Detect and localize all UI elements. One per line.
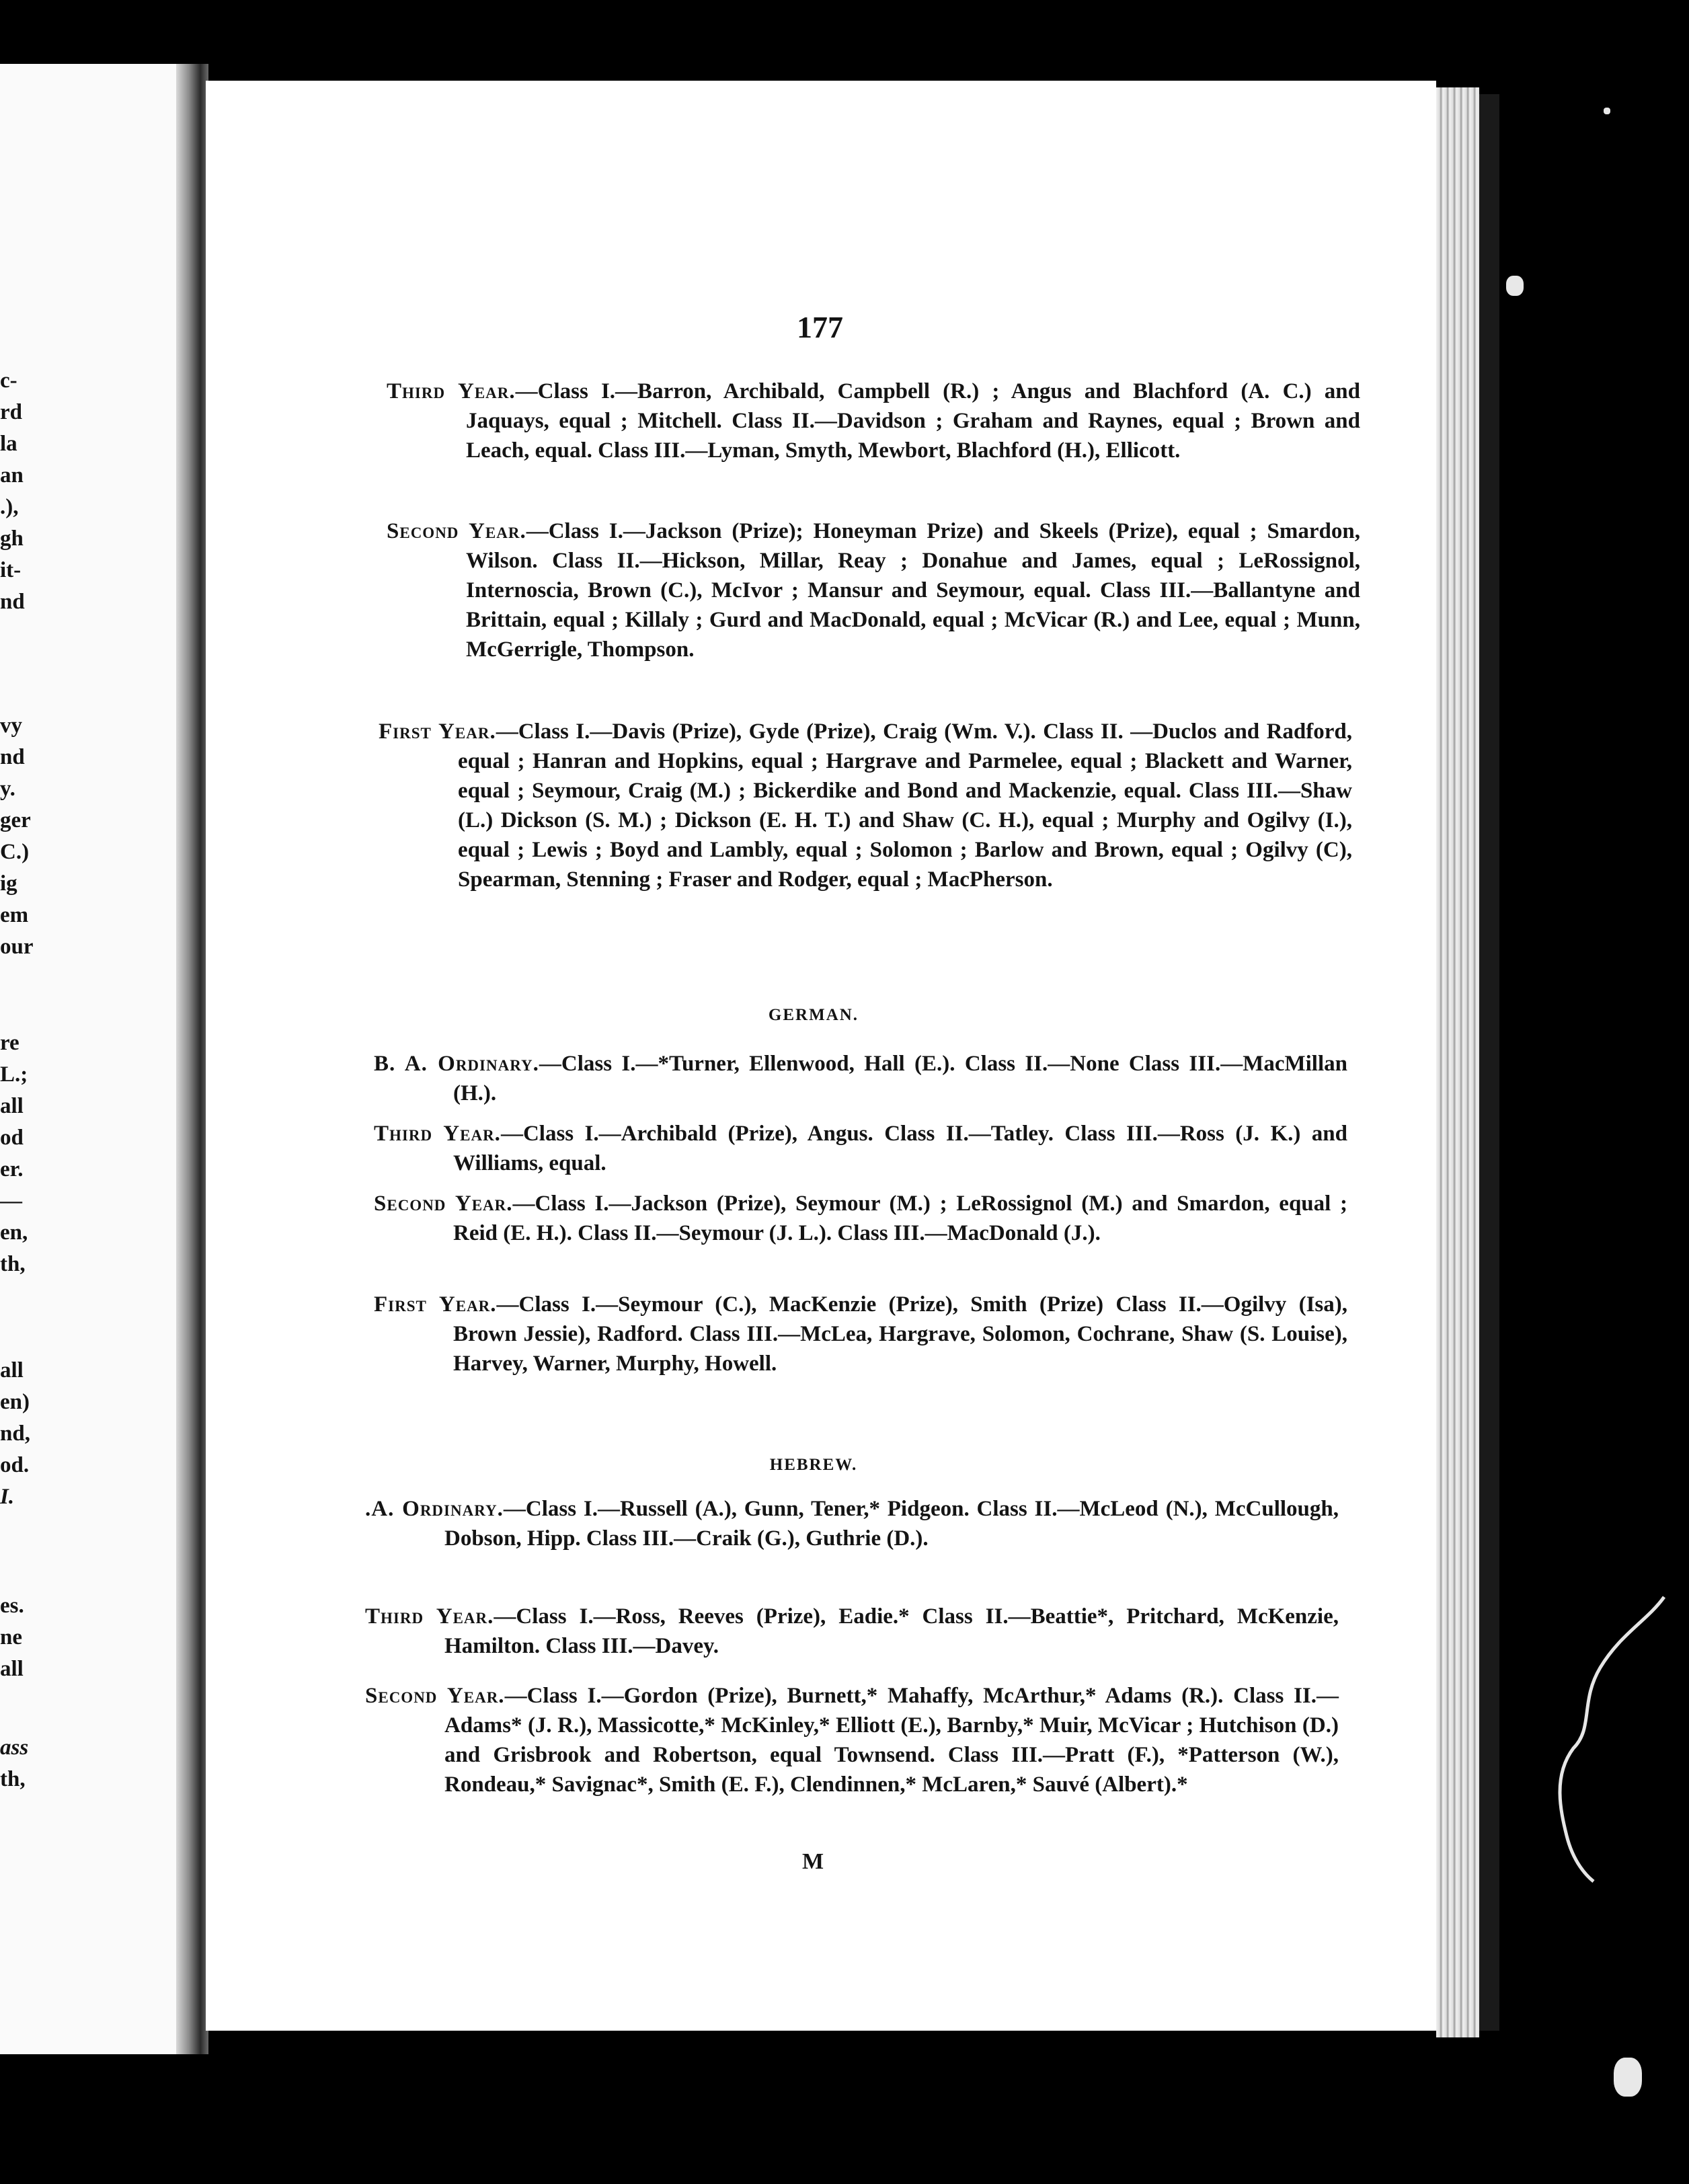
- left-fragment: ig: [0, 871, 17, 896]
- entry-heading: Third Year.: [365, 1604, 494, 1629]
- entry-ba-ordinary: [365, 1494, 1339, 1553]
- left-fragment: rd: [0, 400, 22, 424]
- entry-first-year: [379, 717, 1352, 894]
- scan-artifact-curve: [1546, 1594, 1667, 1883]
- left-fragment: od.: [0, 1453, 30, 1477]
- entry-third-year: [387, 377, 1360, 465]
- left-fragment: C.): [0, 840, 30, 864]
- left-fragment: all: [0, 1358, 24, 1382]
- page-edge-shadow: [1479, 94, 1499, 2031]
- entry-body: —Class I.—Archibald (Prize), Angus. Class II.—Tatley. Class III.—Ross (J. K.) and Williams, equal.: [453, 1122, 1347, 1175]
- entry-third-year: [365, 1602, 1339, 1661]
- scan-speck: [1604, 108, 1610, 114]
- entry-heading: B. A. Ordinary.: [374, 1052, 539, 1076]
- entry-body: —Class I.—Ross, Reeves (Prize), Eadie.* Class II.—Beattie*, Pritchard, McKenzie, Hamilton. Class III.—Davey.: [444, 1604, 1339, 1658]
- left-fragment: th,: [0, 1767, 26, 1791]
- left-fragment: L.;: [0, 1062, 28, 1087]
- left-fragment: ne: [0, 1625, 22, 1649]
- book-gutter: [176, 64, 208, 2054]
- entry-body: —Class I.—Jackson (Prize), Seymour (M.) ; LeRossignol (M.) and Smardon, equal ; Reid (E. H.). Class II.—Seymour (J. L.). Class III.—MacDonald (J.).: [453, 1192, 1347, 1245]
- entry-second-year: [374, 1189, 1347, 1248]
- left-fragment: er.: [0, 1157, 24, 1181]
- entry-heading: Third Year.: [374, 1122, 501, 1146]
- entry-heading: First Year.: [379, 719, 496, 744]
- left-fragment: en): [0, 1390, 30, 1414]
- entry-body: —Class I.—Davis (Prize), Gyde (Prize), Craig (Wm. V.). Class II. —Duclos and Radford, equal ; Hanran and Hopkins, equal ; Hargrave and Parmelee, equal ; Blackett and Warner, equal ; Seymour, Craig (M.) ; Bickerdike and Bond and Mackenzie, equal. Class III.—Shaw (L.) Dickson (S. M.) ; Dickson (E. H. T.) and Shaw (C. H.), equal ; Murphy and Ogilvy (I.), equal ; Lewis ; Boyd and Lambly, equal ; Solomon ; Barlow and Brown, equal ; Ogilvy (C), Spearman, Stenning ; Fraser and Rodger, equal ; MacPherson.: [458, 719, 1352, 892]
- entry-heading: First Year.: [374, 1292, 497, 1317]
- left-fragment: nd: [0, 590, 25, 614]
- left-fragment: all: [0, 1094, 24, 1118]
- entry-second-year: [365, 1681, 1339, 1799]
- left-fragment: nd: [0, 745, 25, 769]
- left-fragment: vy: [0, 713, 22, 738]
- section-title-german: GERMAN.: [768, 1006, 859, 1024]
- left-fragment: all: [0, 1657, 24, 1681]
- previous-page-fragment: [0, 64, 176, 2054]
- entry-heading: Second Year.: [365, 1684, 505, 1708]
- left-fragment: es.: [0, 1594, 24, 1618]
- entry-body: —Class I.—Gordon (Prize), Burnett,* Mahaffy, McArthur,* Adams (R.). Class II.—Adams* (J. R.), Massicotte,* McKinley,* Elliott (E.), Barnby,* Muir, McVicar ; Hutchison (D.) and Grisbrook and Robertson, equal Townsend. Class III.—Pratt (F.), *Patterson (W.), Rondeau,* Savignac*, Smith (E. F.), Clendinnen,* McLaren,* Sauvé (Albert).*: [444, 1684, 1339, 1797]
- entry-first-year: [374, 1290, 1347, 1378]
- left-fragment: re: [0, 1031, 19, 1055]
- left-fragment: —: [0, 1189, 22, 1213]
- left-fragment: ass: [0, 1736, 29, 1760]
- left-fragment: an: [0, 463, 24, 488]
- left-fragment: it-: [0, 558, 22, 582]
- left-fragment: our: [0, 935, 34, 959]
- entry-heading: .A. Ordinary.: [365, 1497, 504, 1521]
- left-fragment: en,: [0, 1220, 28, 1245]
- left-fragment: I.: [0, 1485, 15, 1509]
- entry-third-year: [374, 1119, 1347, 1178]
- scan-speck: [1506, 276, 1524, 296]
- entry-ba-ordinary: [374, 1049, 1347, 1108]
- entry-body: —Class I.—Barron, Archibald, Campbell (R.) ; Angus and Blachford (A. C.) and Jaquays, equal ; Mitchell. Class II.—Davidson ; Graham and Raynes, equal ; Brown and Leach, equal. Class III.—Lyman, Smyth, Mewbort, Blachford (H.), Ellicott.: [466, 379, 1360, 463]
- left-fragment: c-: [0, 368, 17, 393]
- left-fragment: la: [0, 432, 17, 456]
- section-title-hebrew: HEBREW.: [769, 1456, 858, 1474]
- entry-body: —Class I.—Seymour (C.), MacKenzie (Prize), Smith (Prize) Class II.—Ogilvy (Isa), Brown Jessie), Radford. Class III.—McLea, Hargrave, Solomon, Cochrane, Shaw (S. Louise), Harvey, Warner, Murphy, Howell.: [453, 1292, 1347, 1376]
- page-edges: [1436, 87, 1479, 2037]
- entry-body: —Class I.—Jackson (Prize); Honeyman Prize) and Skeels (Prize), equal ; Smardon, Wilson. Class II.—Hickson, Millar, Reay ; Donahue and James, equal ; LeRossignol, Internoscia, Brown (C.), McIvor ; Mansur and Seymour, equal. Class III.—Ballantyne and Brittain, equal ; Killaly ; Gurd and MacDonald, equal ; McVicar (R.) and Lee, equal ; Munn, McGerrigle, Thompson.: [466, 519, 1360, 662]
- entry-heading: Second Year.: [387, 519, 526, 543]
- left-fragment: y.: [0, 777, 15, 801]
- signature-mark: M: [802, 1849, 824, 1874]
- left-fragment: nd,: [0, 1421, 30, 1446]
- entry-heading: Second Year.: [374, 1192, 513, 1216]
- page-number: 177: [797, 310, 843, 344]
- left-fragment: th,: [0, 1252, 26, 1276]
- left-fragment: gh: [0, 526, 24, 551]
- left-fragment: em: [0, 903, 29, 927]
- scan-speck: [1614, 2058, 1642, 2097]
- left-fragment: od: [0, 1126, 24, 1150]
- left-fragment: .),: [0, 495, 19, 519]
- entry-body: —Class I.—Russell (A.), Gunn, Tener,* Pidgeon. Class II.—McLeod (N.), McCullough, Dobson, Hipp. Class III.—Craik (G.), Guthrie (D.).: [444, 1497, 1339, 1551]
- left-fragment: ger: [0, 808, 31, 832]
- entry-body: —Class I.—*Turner, Ellenwood, Hall (E.). Class II.—None Class III.—MacMillan (H.).: [453, 1052, 1347, 1105]
- entry-heading: Third Year.: [387, 379, 516, 403]
- entry-second-year: [387, 516, 1360, 664]
